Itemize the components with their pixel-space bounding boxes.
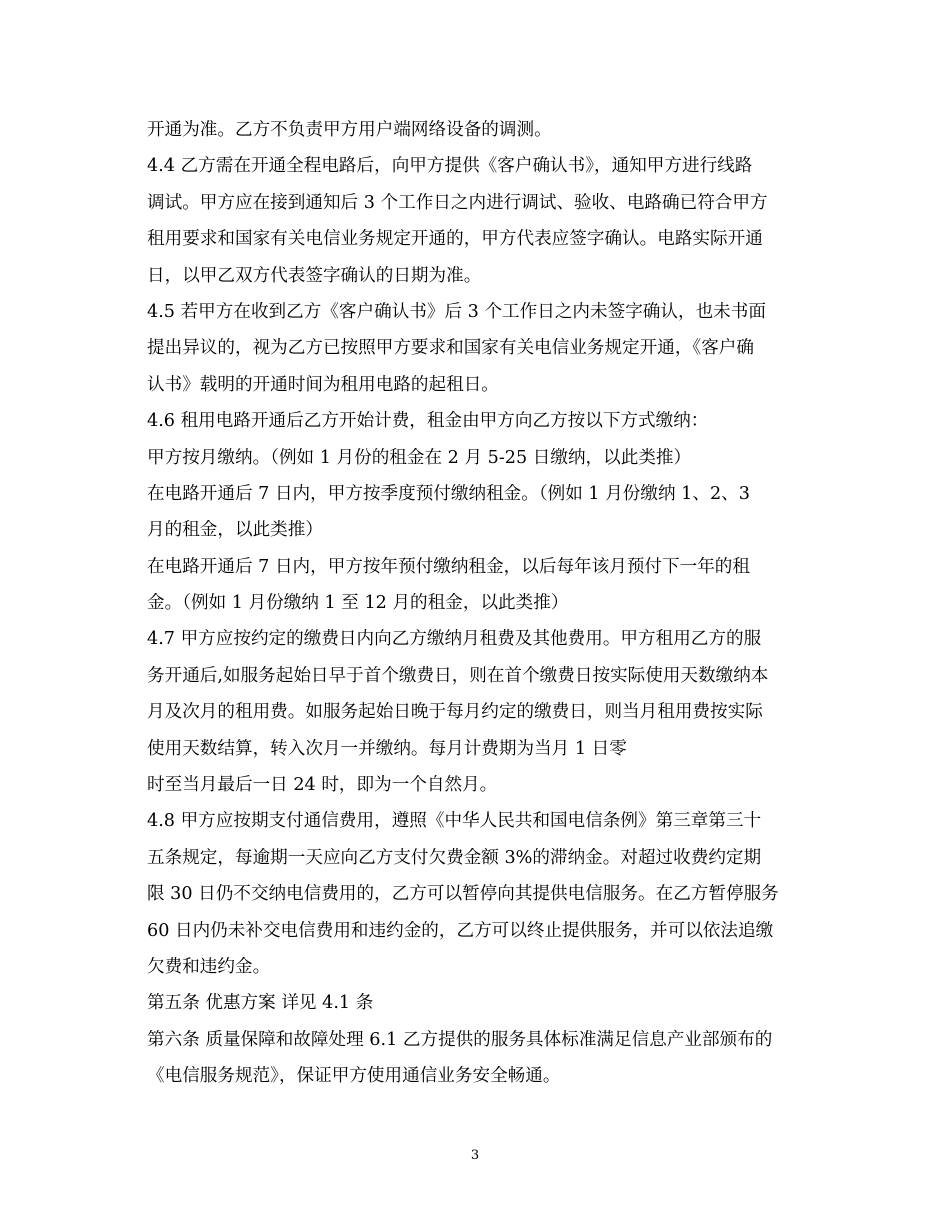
text-line: 调试。甲方应在接到通知后 3 个工作日之内进行调试、验收、电路确已符合甲方 [147,192,768,213]
text-line: 《电信服务规范》，保证甲方使用通信业务安全畅通。 [147,1066,561,1087]
text-line: 日，以甲乙双方代表签字确认的日期为准。 [147,265,482,286]
text-line: 租用要求和国家有关电信业务规定开通的，甲方代表应签字确认。电路实际开通 [147,229,763,250]
text-line: 4.5 若甲方在收到乙方《客户确认书》后 3 个工作日之内未签字确认，也未书面 [147,301,766,322]
text-line: 在电路开通后 7 日内，甲方按季度预付缴纳租金。（例如 1 月份缴纳 1、2、3 [147,483,750,504]
text-line: 4.6 租用电路开通后乙方开始计费，租金由甲方向乙方按以下方式缴纳： [147,411,709,432]
text-line: 欠费和违约金。 [147,956,271,977]
text-line: 60 日内仍未补交电信费用和违约金的，乙方可以终止提供服务，并可以依法追缴 [147,920,774,941]
text-line: 限 30 日仍不交纳电信费用的，乙方可以暂停向其提供电信服务。在乙方暂停服务 [147,884,779,905]
text-line: 4.4 乙方需在开通全程电路后，向甲方提供《客户确认书》，通知甲方进行线路 [147,156,753,177]
page-number: 3 [470,1148,480,1163]
text-line: 第六条 质量保障和故障处理 6.1 乙方提供的服务具体标准满足信息产业部颁布的 [147,1029,773,1050]
text-line: 在电路开通后 7 日内，甲方按年预付缴纳租金，以后每年该月预付下一年的租 [147,556,750,577]
text-line: 五条规定，每逾期一天应向乙方支付欠费金额 3%的滞纳金。对超过收费约定期 [147,847,762,868]
document-body [147,112,817,1095]
text-line: 甲方按月缴纳。（例如 1 月份的租金在 2 月 5-25 日缴纳，以此类推） [147,447,692,468]
text-line: 使用天数结算，转入次月一并缴纳。每月计费期为当月 1 日零 [147,738,627,759]
text-line: 金。（例如 1 月份缴纳 1 至 12 月的租金，以此类推） [147,593,569,614]
text-line: 认书》载明的开通时间为租用电路的起租日。 [147,374,499,395]
text-line: 提出异议的，视为乙方已按照甲方要求和国家有关电信业务规定开通，《客户确 [147,338,754,359]
text-line: 时至当月最后一日 24 时，即为一个自然月。 [147,775,498,796]
text-line: 4.7 甲方应按约定的缴费日内向乙方缴纳月租费及其他费用。甲方租用乙方的服 [147,629,762,650]
text-line: 务开通后,如服务起始日早于首个缴费日，则在首个缴费日按实际使用天数缴纳本 [147,665,769,686]
text-line: 开通为准。乙方不负责甲方用户端网络设备的调测。 [147,120,552,140]
text-line: 月的租金，以此类推） [147,520,323,541]
text-line: 第五条 优惠方案 详见 4.1 条 [147,993,374,1014]
text-line: 月及次月的租用费。如服务起始日晚于每月约定的缴费日，则当月租用费按实际 [147,702,763,723]
text-line: 4.8 甲方应按期支付通信费用，遵照《中华人民共和国电信条例》第三章第三十 [147,811,762,832]
